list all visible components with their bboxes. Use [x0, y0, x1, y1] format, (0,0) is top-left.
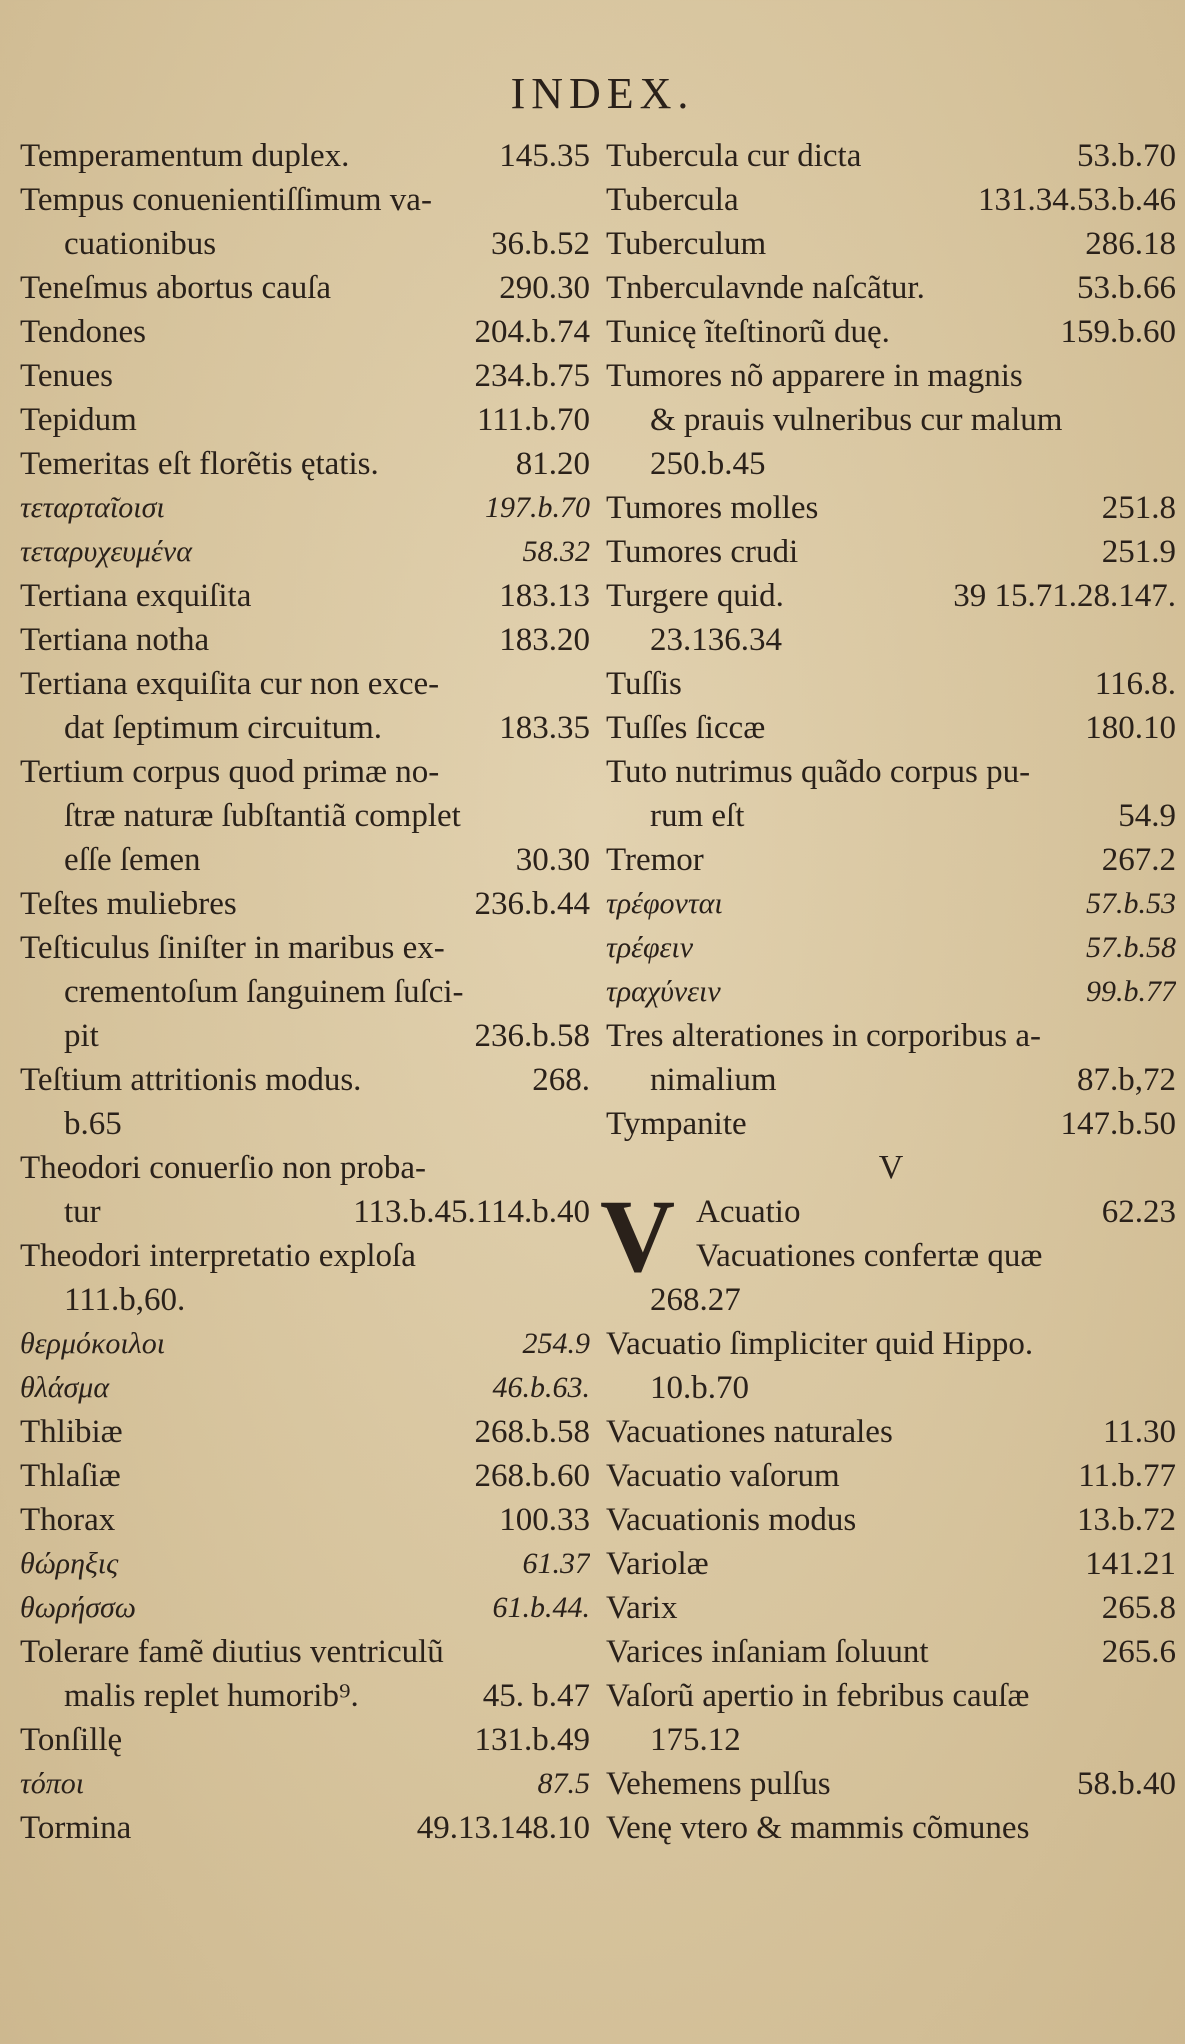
index-entry [20, 398, 590, 442]
index-entry [606, 1366, 1176, 1410]
index-entry [20, 354, 590, 398]
index-entry [606, 222, 1176, 266]
index-term: Vacuationes confertæ quæ [696, 1238, 1043, 1274]
index-entry [606, 442, 1176, 486]
index-term: Tubercula cur dicta [606, 138, 862, 174]
index-term: θλάσμα [20, 1371, 110, 1404]
index-entry [606, 1674, 1176, 1718]
index-term: crementoſum ſanguinem ſuſci- [64, 974, 464, 1010]
index-page-reference: 265.6 [1101, 1634, 1176, 1670]
index-entry [20, 266, 590, 310]
index-page-reference: 58.32 [522, 535, 590, 568]
index-entry [20, 926, 590, 970]
index-entry [606, 1762, 1176, 1806]
index-term: tur [64, 1194, 101, 1230]
index-page-reference: 46.b.63. [492, 1371, 590, 1404]
index-term: τρέφειν [606, 931, 694, 964]
index-page-reference: 236.b.44 [474, 886, 590, 922]
index-page-reference: 39 15.71.28.147. [953, 578, 1176, 614]
index-term: pit [64, 1018, 99, 1054]
index-term: dat ſeptimum circuitum. [64, 710, 383, 746]
index-page-reference: 11.b.77 [1078, 1458, 1176, 1494]
index-term: τόποι [20, 1767, 85, 1800]
index-term: 23.136.34 [650, 622, 782, 658]
index-term: Vacuationes naturales [606, 1414, 893, 1450]
index-page-reference: 113.b.45.114.b.40 [353, 1194, 590, 1230]
index-term: Teſtes muliebres [20, 886, 237, 922]
index-entry [606, 354, 1176, 398]
index-term: Tepidum [20, 402, 137, 438]
drop-cap-letter: V [600, 1179, 676, 1294]
index-page-reference: 53.b.70 [1077, 138, 1176, 174]
index-term: 111.b,60. [64, 1282, 186, 1318]
index-term: Teneſmus abortus cauſa [20, 270, 332, 306]
index-page-reference: 36.b.52 [491, 226, 590, 262]
index-page-reference: 131.b.49 [474, 1722, 590, 1758]
index-term: Tertiana notha [20, 622, 210, 658]
index-entry [20, 1762, 590, 1806]
index-entry [20, 1278, 590, 1322]
index-term: Tertiana exquiſita [20, 578, 252, 614]
index-term: Tempus conuenientiſſimum va- [20, 182, 432, 218]
index-term: Turgere quid. [606, 578, 784, 614]
index-term: Variolæ [606, 1546, 709, 1582]
index-term: θερμόκοιλοι [20, 1327, 166, 1360]
index-entry [20, 882, 590, 926]
index-entry [20, 574, 590, 618]
index-page-reference: 111.b.70 [476, 402, 590, 438]
index-entry [20, 1586, 590, 1630]
index-entry [20, 838, 590, 882]
index-entry [20, 1366, 590, 1410]
index-entry [20, 706, 590, 750]
index-term: 268.27 [650, 1282, 741, 1318]
index-entry [20, 222, 590, 266]
index-page-reference: 87.b,72 [1077, 1062, 1176, 1098]
index-term: θώρηξις [20, 1547, 119, 1580]
index-entry [20, 1102, 590, 1146]
index-term: ſtræ naturæ ſubſtantiã complet [64, 798, 461, 834]
index-entry [20, 178, 590, 222]
index-page-reference: 267.2 [1101, 842, 1176, 878]
index-entry [20, 530, 590, 574]
index-entry [20, 970, 590, 1014]
index-page-reference: 61.b.44. [492, 1591, 590, 1624]
index-column-left [20, 134, 590, 1850]
index-page-reference: 100.33 [499, 1502, 590, 1538]
index-term: τρέφονται [606, 887, 723, 920]
index-term: Vehemens pulſus [606, 1766, 831, 1802]
index-term: Vacuatio ſimpliciter quid Hippo. [606, 1326, 1034, 1362]
index-entry [606, 1058, 1176, 1102]
index-page-reference: 183.35 [499, 710, 590, 746]
index-entry [606, 1454, 1176, 1498]
index-page-reference: 254.9 [522, 1327, 590, 1360]
index-page-reference: 81.20 [515, 446, 590, 482]
index-term: Vaſorũ apertio in febribus cauſæ [606, 1678, 1030, 1714]
index-term: Temeritas eſt florẽtis ętatis. [20, 446, 379, 482]
index-term: & prauis vulneribus cur malum [650, 402, 1063, 438]
index-entry [20, 486, 590, 530]
index-entry [20, 1542, 590, 1586]
index-entry [20, 1674, 590, 1718]
index-page-reference: 145.35 [499, 138, 590, 174]
index-term: Vacuationis modus [606, 1502, 857, 1538]
index-entry [20, 1718, 590, 1762]
index-entry [606, 1234, 1176, 1278]
index-entry [606, 794, 1176, 838]
index-entry [20, 1630, 590, 1674]
index-entry [606, 970, 1176, 1014]
index-column-right [600, 134, 1176, 1850]
index-entry [20, 1410, 590, 1454]
index-term: Tumores nõ apparere in magnis [606, 358, 1023, 394]
index-page-reference: 180.10 [1085, 710, 1176, 746]
index-term: θωρήσσω [20, 1591, 136, 1624]
index-entry [20, 794, 590, 838]
index-entry [606, 1586, 1176, 1630]
index-term: Tuberculum [606, 226, 767, 262]
index-entry [606, 1498, 1176, 1542]
index-page-reference: 13.b.72 [1077, 1502, 1176, 1538]
index-entry [20, 1190, 590, 1234]
index-entry [606, 1014, 1176, 1058]
index-page-reference: 54.9 [1118, 798, 1176, 834]
index-term: Tuto nutrimus quãdo corpus pu- [606, 754, 1031, 790]
index-entry [20, 1806, 590, 1850]
index-page-reference: 236.b.58 [474, 1018, 590, 1054]
index-entry [20, 1146, 590, 1190]
index-term: Tormina [20, 1810, 132, 1846]
index-page-reference: 268. [532, 1062, 590, 1098]
index-entry [606, 706, 1176, 750]
index-page-reference: 204.b.74 [474, 314, 590, 350]
index-page-reference: 87.5 [537, 1767, 590, 1800]
index-term: Thorax [20, 1502, 116, 1538]
index-entry [606, 618, 1176, 662]
index-page-reference: 53.b.66 [1077, 270, 1176, 306]
index-page-reference: 251.9 [1101, 534, 1176, 570]
index-page-reference: 11.30 [1102, 1414, 1176, 1450]
index-entry [606, 310, 1176, 354]
index-term: nimalium [650, 1062, 777, 1098]
index-page-reference: 57.b.58 [1086, 931, 1176, 964]
index-term: Vacuatio vaſorum [606, 1458, 840, 1494]
index-page-reference: 45. b.47 [482, 1678, 590, 1714]
index-term: 10.b.70 [650, 1370, 749, 1406]
index-term: Acuatio [696, 1194, 801, 1230]
index-entry [606, 1278, 1176, 1322]
index-entry [20, 134, 590, 178]
index-term: Varices inſaniam ſoluunt [606, 1634, 929, 1670]
index-term: Temperamentum duplex. [20, 138, 350, 174]
index-entry [606, 838, 1176, 882]
index-term: 175.12 [650, 1722, 741, 1758]
index-entry [606, 1322, 1176, 1366]
index-term: malis replet humorib⁹. [64, 1678, 359, 1714]
index-entry [20, 1454, 590, 1498]
index-term: Thlibiæ [20, 1414, 123, 1450]
index-term: Tubercula [606, 182, 739, 218]
index-page-reference: 268.b.60 [474, 1458, 590, 1494]
index-entry [20, 662, 590, 706]
index-entry [20, 750, 590, 794]
index-term: Tumores molles [606, 490, 819, 526]
index-term: 250.b.45 [650, 446, 766, 482]
index-term: Venę vtero & mammis cõmunes [606, 1810, 1030, 1846]
index-page-reference: 251.8 [1101, 490, 1176, 526]
index-page-reference: 49.13.148.10 [416, 1810, 590, 1846]
index-term: Tuſſis [606, 666, 682, 702]
index-entry [606, 1102, 1176, 1146]
index-page-reference: 159.b.60 [1060, 314, 1176, 350]
index-page-reference: 62.23 [1101, 1194, 1176, 1230]
index-page-reference: 99.b.77 [1086, 975, 1176, 1008]
index-entry [606, 1630, 1176, 1674]
index-term: Theodori conuerſio non proba- [20, 1150, 426, 1186]
index-term: rum eſt [650, 798, 745, 834]
index-term: Tendones [20, 314, 146, 350]
index-page-reference: 30.30 [515, 842, 590, 878]
index-page-reference: 147.b.50 [1060, 1106, 1176, 1142]
index-page-reference: 131.34.53.b.46 [978, 182, 1176, 218]
index-page-reference: 58.b.40 [1077, 1766, 1176, 1802]
index-term: Tumores crudi [606, 534, 799, 570]
index-term: Tunicę ĩteſtinorũ duę. [606, 314, 890, 350]
index-entry [606, 1718, 1176, 1762]
index-term: Tertium corpus quod primæ no- [20, 754, 440, 790]
index-entry [606, 134, 1176, 178]
index-entry [20, 1234, 590, 1278]
index-entry [20, 1498, 590, 1542]
index-term: τραχύνειν [606, 975, 721, 1008]
index-entry [606, 266, 1176, 310]
page-title: INDEX. [510, 69, 695, 118]
index-entry [20, 442, 590, 486]
index-term: τεταρυχευμένα [20, 535, 192, 568]
index-entry [606, 882, 1176, 926]
index-term: eſſe ſemen [64, 842, 201, 878]
index-page-reference: 57.b.53 [1086, 887, 1176, 920]
index-entry [606, 662, 1176, 706]
index-page-reference: 141.21 [1085, 1546, 1176, 1582]
index-term: Varix [606, 1590, 678, 1626]
index-entry [606, 178, 1176, 222]
index-page-reference: 290.30 [499, 270, 590, 306]
index-term: Theodori interpretatio exploſa [20, 1238, 416, 1274]
index-entry [606, 926, 1176, 970]
index-term: τεταρταῖοισι [20, 491, 165, 524]
index-entry [20, 1014, 590, 1058]
index-page-reference: 268.b.58 [474, 1414, 590, 1450]
index-term: Tremor [606, 842, 704, 878]
index-term: Tuſſes ſiccæ [606, 710, 766, 746]
index-entry [606, 750, 1176, 794]
index-entry [606, 486, 1176, 530]
index-page-reference: 61.37 [522, 1547, 590, 1580]
index-term: Teſticulus ſiniſter in maribus ex- [20, 930, 445, 966]
index-entry [20, 1058, 590, 1102]
index-page-reference: 183.13 [499, 578, 590, 614]
index-term: Thlaſiæ [20, 1458, 121, 1494]
index-page-reference: 183.20 [499, 622, 590, 658]
index-page-reference: 116.8. [1094, 666, 1176, 702]
index-term: cuationibus [64, 226, 217, 262]
index-term: Tertiana exquiſita cur non exce- [20, 666, 440, 702]
index-term: Tonſillę [20, 1722, 123, 1758]
index-term: Tolerare famẽ diutius ventriculũ [20, 1634, 444, 1670]
index-page-reference: 286.18 [1085, 226, 1176, 262]
index-term: Tres alterationes in corporibus a- [606, 1018, 1042, 1054]
index-entry [606, 574, 1176, 618]
index-entry [606, 398, 1176, 442]
index-entry [20, 618, 590, 662]
index-term: Tenues [20, 358, 113, 394]
index-entry [20, 310, 590, 354]
index-entry [606, 1806, 1176, 1850]
index-entry [606, 530, 1176, 574]
index-page-reference: 265.8 [1101, 1590, 1176, 1626]
index-entry [606, 1542, 1176, 1586]
index-term: b.65 [64, 1106, 122, 1142]
index-entry [20, 1322, 590, 1366]
section-letter-heading: V [878, 1149, 904, 1186]
index-term: Teſtium attritionis modus. [20, 1062, 362, 1098]
index-page-reference: 197.b.70 [485, 491, 590, 524]
index-page-reference: 234.b.75 [474, 358, 590, 394]
index-term: Tnberculavnde naſcãtur. [606, 270, 925, 306]
index-term: Tympanite [606, 1106, 747, 1142]
index-entry [606, 1410, 1176, 1454]
